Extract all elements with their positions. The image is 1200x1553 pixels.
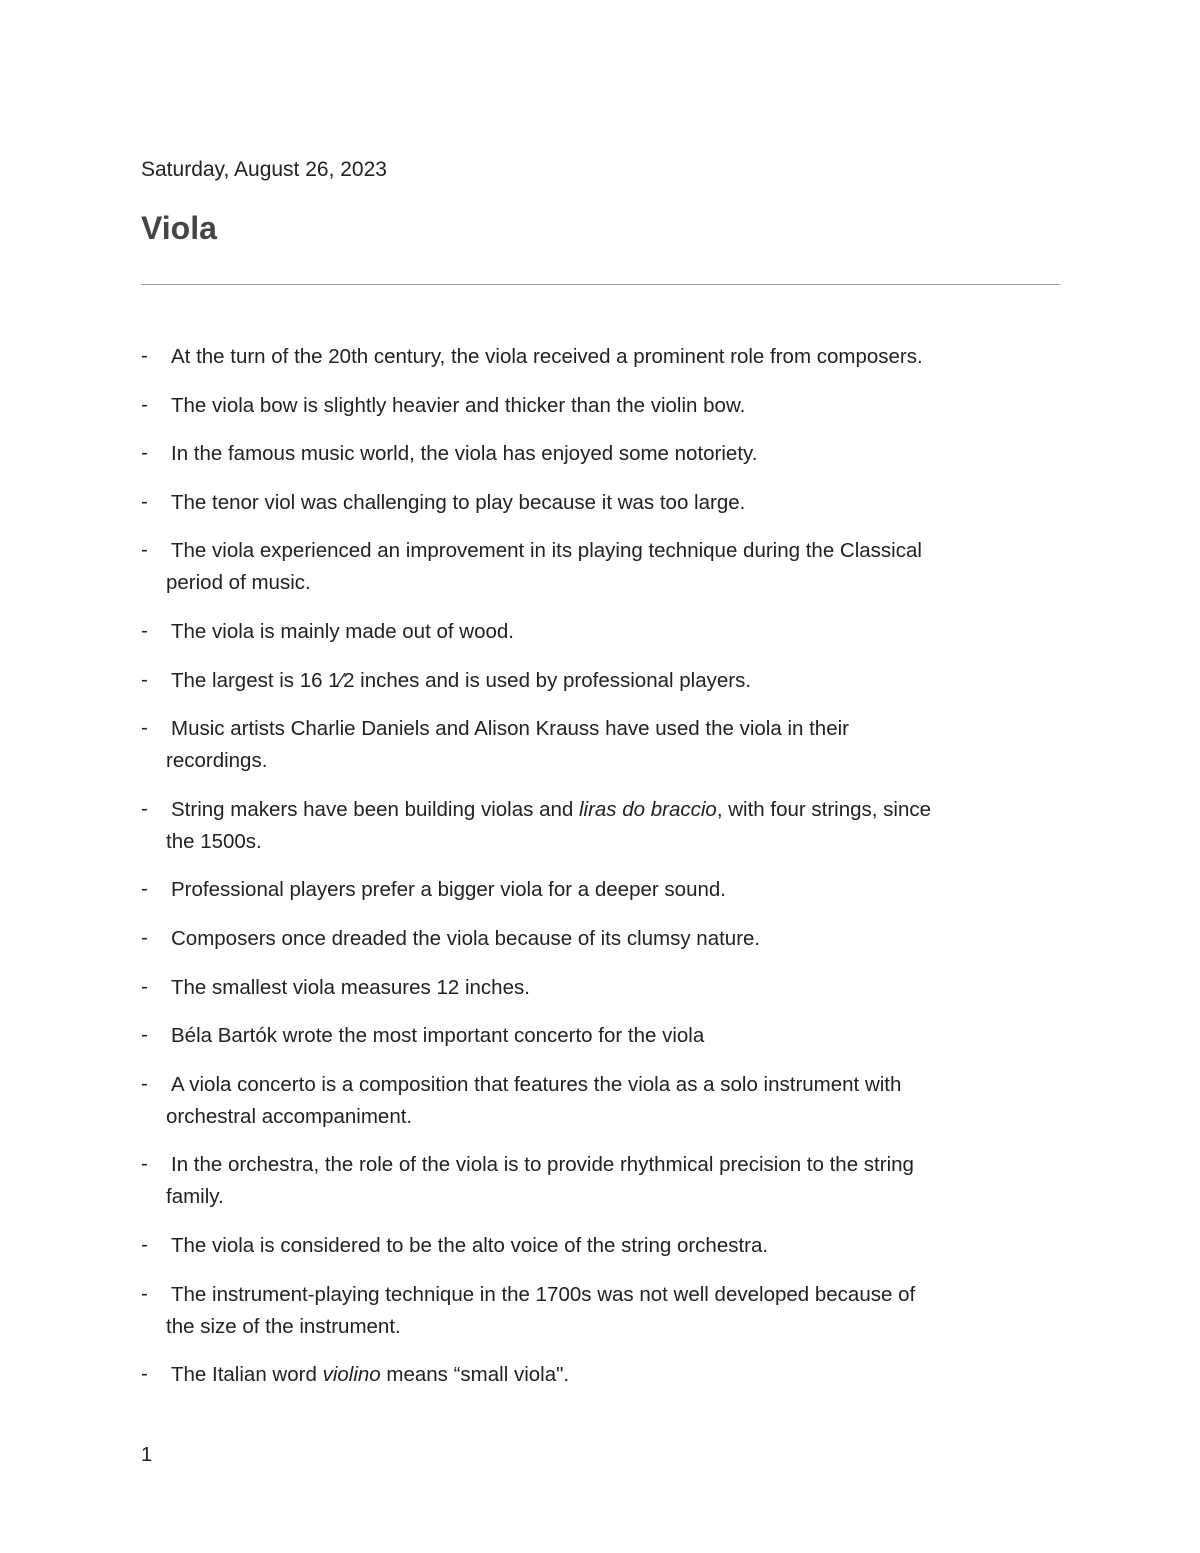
list-item <box>141 487 1071 519</box>
list-item <box>141 1069 1071 1133</box>
document-date: Saturday, August 26, 2023 <box>141 158 387 181</box>
bullet-dash: - <box>141 716 148 740</box>
list-item-text: A viola concerto is a composition that features the viola as a solo instrument with <box>171 1072 902 1096</box>
bullet-dash: - <box>141 344 148 367</box>
bullet-dash: - <box>141 877 148 901</box>
list-item <box>141 438 1071 470</box>
bullet-dash: - <box>141 618 148 642</box>
list-item-continuation: the 1500s. <box>166 829 262 853</box>
bullet-dash: - <box>141 1362 148 1386</box>
bullet-dash: - <box>141 441 148 465</box>
list-item-continuation: recordings. <box>166 749 268 773</box>
list-item <box>141 874 1071 906</box>
list-item-text-end: , with four strings, since <box>716 797 932 821</box>
bullet-dash: - <box>141 1071 148 1095</box>
list-item-text-start: String makers have been building violas and <box>171 797 579 821</box>
list-item-text-end: means “small viola". <box>380 1363 570 1387</box>
list-item-text: The viola experienced an improvement in its playing technique during the Classical <box>171 539 922 563</box>
list-item-text: The viola bow is slightly heavier and thicker than the violin bow. <box>171 393 746 417</box>
list-item <box>141 341 1071 373</box>
bullet-dash: - <box>141 796 148 820</box>
list-item-text: The smallest viola measures 12 inches. <box>171 975 530 999</box>
fact-list <box>141 341 1071 1408</box>
list-item <box>141 923 1071 955</box>
bullet-dash: - <box>141 1281 148 1305</box>
list-item-text <box>166 794 1071 826</box>
list-item-continuation: orchestral accompaniment. <box>166 1104 413 1128</box>
list-item-text: Professional players prefer a bigger viola for a deeper sound. <box>171 878 726 902</box>
page-number: 1 <box>141 1444 153 1466</box>
bullet-dash: - <box>141 1152 148 1176</box>
list-item-text: Music artists Charlie Daniels and Alison Krauss have used the viola in their <box>171 717 849 741</box>
bullet-dash: - <box>141 925 148 949</box>
document-title: Viola <box>141 210 217 246</box>
list-item-continuation: the size of the instrument. <box>166 1314 401 1338</box>
list-item-text: The largest is 16 1⁄2 inches and is used by professional players. <box>171 668 752 692</box>
bullet-dash: - <box>141 667 148 691</box>
list-item-continuation: family. <box>166 1185 224 1209</box>
list-item <box>141 1359 1071 1391</box>
bullet-dash: - <box>141 392 148 416</box>
list-item <box>141 390 1071 422</box>
bullet-dash: - <box>141 1232 148 1256</box>
list-item-text: Béla Bartók wrote the most important concerto for the viola <box>171 1024 705 1048</box>
bullet-dash: - <box>141 538 148 562</box>
title-divider <box>141 284 1060 285</box>
list-item-text: The instrument-playing technique in the 1700s was not well developed because of <box>171 1282 916 1306</box>
list-item-text <box>166 1359 1071 1391</box>
list-item-text: In the famous music world, the viola has enjoyed some notoriety. <box>171 442 758 466</box>
list-item <box>141 1149 1071 1213</box>
list-item-text: At the turn of the 20th century, the viola received a prominent role from composers. <box>171 345 923 368</box>
list-item-text: The viola is mainly made out of wood. <box>171 619 514 643</box>
list-item-text: In the orchestra, the role of the viola is to provide rhythmical precision to the string <box>171 1153 914 1177</box>
italic-term: liras do braccio <box>578 797 717 821</box>
list-item <box>141 794 1071 858</box>
list-item <box>141 1020 1071 1052</box>
list-item <box>141 1230 1071 1262</box>
bullet-dash: - <box>141 489 148 513</box>
list-item-continuation: period of music. <box>166 571 311 595</box>
list-item-text: The tenor viol was challenging to play because it was too large. <box>171 490 746 514</box>
list-item-text-start: The Italian word <box>171 1363 323 1387</box>
list-item <box>141 665 1071 697</box>
list-item-text: Composers once dreaded the viola because of its clumsy nature. <box>171 926 761 950</box>
list-item-text: The viola is considered to be the alto voice of the string orchestra. <box>171 1233 769 1257</box>
bullet-dash: - <box>141 1023 148 1047</box>
list-item <box>141 1279 1071 1343</box>
list-item <box>141 616 1071 648</box>
bullet-dash: - <box>141 974 148 998</box>
list-item <box>141 972 1071 1004</box>
list-item <box>141 713 1071 777</box>
italic-term: violino <box>322 1363 381 1387</box>
list-item <box>141 535 1071 599</box>
